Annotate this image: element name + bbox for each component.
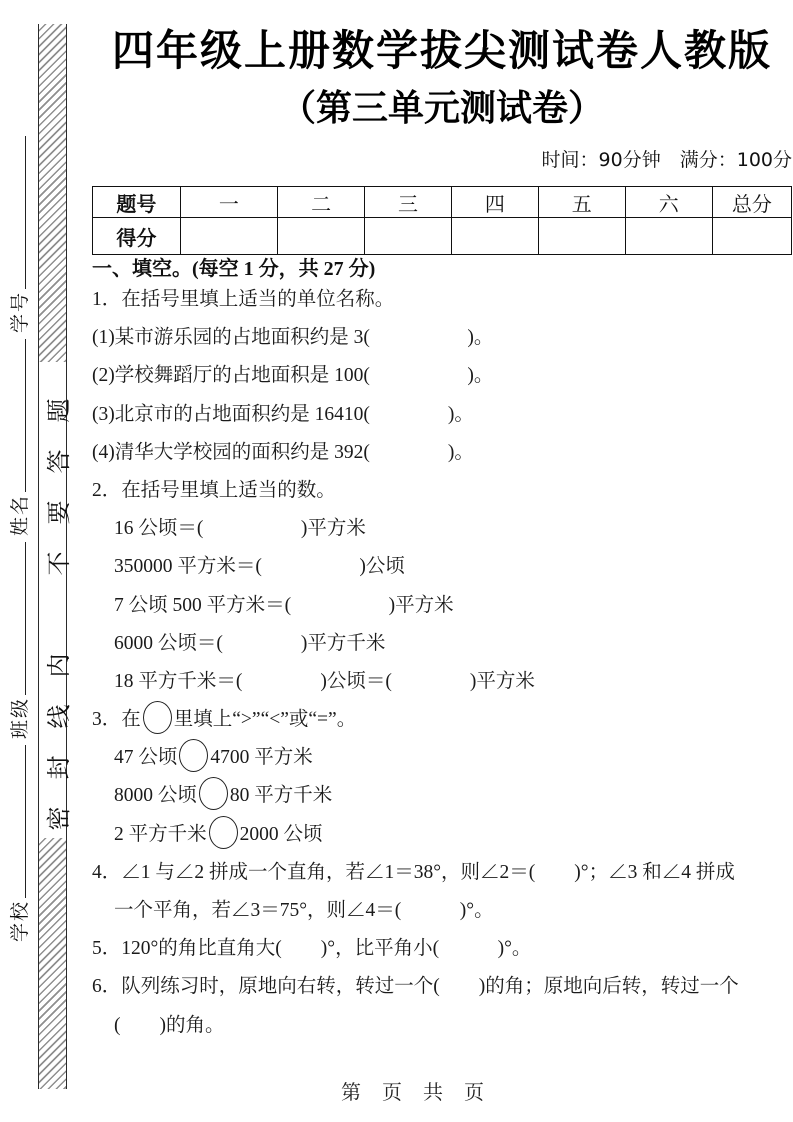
question-number-cell: 总分 [712, 187, 791, 218]
question-line: 350000 平方米＝( )公顷 [114, 556, 405, 578]
paper-title: 四年级上册数学拔尖测试卷人教版 [111, 26, 772, 75]
question-line: 4．∠1 与∠2 拼成一个直角，若∠1＝38°，则∠2＝( )°；∠3 和∠4 拼成 [92, 861, 735, 883]
hatch-pattern-top [39, 24, 66, 362]
question-number-cell: 二 [278, 187, 365, 218]
question-text-after: 2000 公顷 [239, 823, 323, 845]
student-field-label: 班级 [9, 696, 31, 739]
question-line: (4)清华大学校园的面积约是 392( )。 [92, 441, 474, 463]
score-cell [451, 218, 538, 255]
score-cell [712, 218, 791, 255]
fill-in-line [11, 339, 26, 492]
question-line: (3)北京市的占地面积约是 16410( )。 [92, 403, 474, 425]
question-line: ( )的角。 [114, 1014, 225, 1036]
question-line: 1．在括号里填上适当的单位名称。 [92, 289, 395, 310]
question-number-cell: 六 [625, 187, 712, 218]
question-line: 16 公顷＝( )平方米 [114, 518, 366, 540]
question-text-before: 2 平方千米 [114, 823, 207, 845]
score-table-corner-label: 题号 [93, 187, 181, 218]
score-cell [365, 218, 452, 255]
question-number-cell: 五 [538, 187, 625, 218]
comparison-circle-blank [179, 739, 208, 772]
question-line: (1)某市游乐园的占地面积约是 3( )。 [92, 327, 494, 349]
question-line [92, 739, 792, 777]
question-text-after: 4700 平方米 [210, 747, 313, 769]
time-score-info: 时间：90分钟 满分：100分 [541, 149, 792, 171]
question-number-cell: 三 [365, 187, 452, 218]
score-table-header-row [93, 187, 792, 218]
question-text-before: 8000 公顷 [114, 785, 197, 807]
question-line [92, 701, 792, 739]
student-field-label: 学校 [9, 899, 31, 942]
seal-warning-text: 密封线内 不要答题 [47, 371, 73, 831]
comparison-circle-blank [209, 816, 238, 849]
question-number-cell: 四 [451, 187, 538, 218]
question-line [92, 816, 792, 854]
main-content [92, 0, 792, 1045]
question-text-before: 3．在 [92, 709, 141, 731]
score-cell [180, 218, 277, 255]
score-cell [278, 218, 365, 255]
question-line: 5．120°的角比直角大( )°，比平角小( )°。 [92, 938, 532, 960]
comparison-circle-blank [143, 701, 172, 734]
question-line: 一个平角，若∠3＝75°，则∠4＝( )°。 [114, 900, 494, 921]
question-line: 6．队列练习时，原地向右转，转过一个( )的角；原地向后转，转过一个 [92, 976, 739, 998]
score-cell [625, 218, 712, 255]
score-table-score-row [93, 218, 792, 255]
student-field-label: 学号 [9, 290, 31, 333]
student-field-label: 姓名 [9, 493, 31, 536]
question-text-before: 47 公顷 [114, 747, 178, 769]
student-info-fields [0, 130, 36, 942]
question-line: 18 平方千米＝( )公顷＝( )平方米 [114, 670, 535, 692]
score-table [92, 186, 792, 255]
score-row-label: 得分 [93, 218, 181, 255]
hatch-pattern-bottom [39, 838, 66, 1089]
score-cell [538, 218, 625, 255]
section-heading: 一、填空。(每空 1 分，共 27 分) [92, 258, 376, 280]
paper-subtitle: （第三单元测试卷） [279, 88, 604, 129]
question-line: 7 公顷 500 平方米＝( )平方米 [114, 594, 454, 616]
fill-in-line [11, 745, 26, 898]
question-line: 6000 公顷＝( )平方千米 [114, 632, 386, 654]
comparison-circle-blank [199, 777, 228, 810]
question-number-cell: 一 [180, 187, 277, 218]
question-line: 2．在括号里填上适当的数。 [92, 479, 336, 501]
fill-in-line [11, 136, 26, 289]
fill-in-line [11, 542, 26, 695]
question-line: (2)学校舞蹈厅的占地面积是 100( )。 [92, 365, 494, 387]
page-footer: 第 页 共 页 [341, 1082, 492, 1104]
question-list [92, 281, 792, 1045]
question-text-after: 80 平方千米 [229, 785, 333, 807]
question-line [92, 777, 792, 815]
question-text-after: 里填上“>”“<”或“=”。 [173, 709, 357, 731]
